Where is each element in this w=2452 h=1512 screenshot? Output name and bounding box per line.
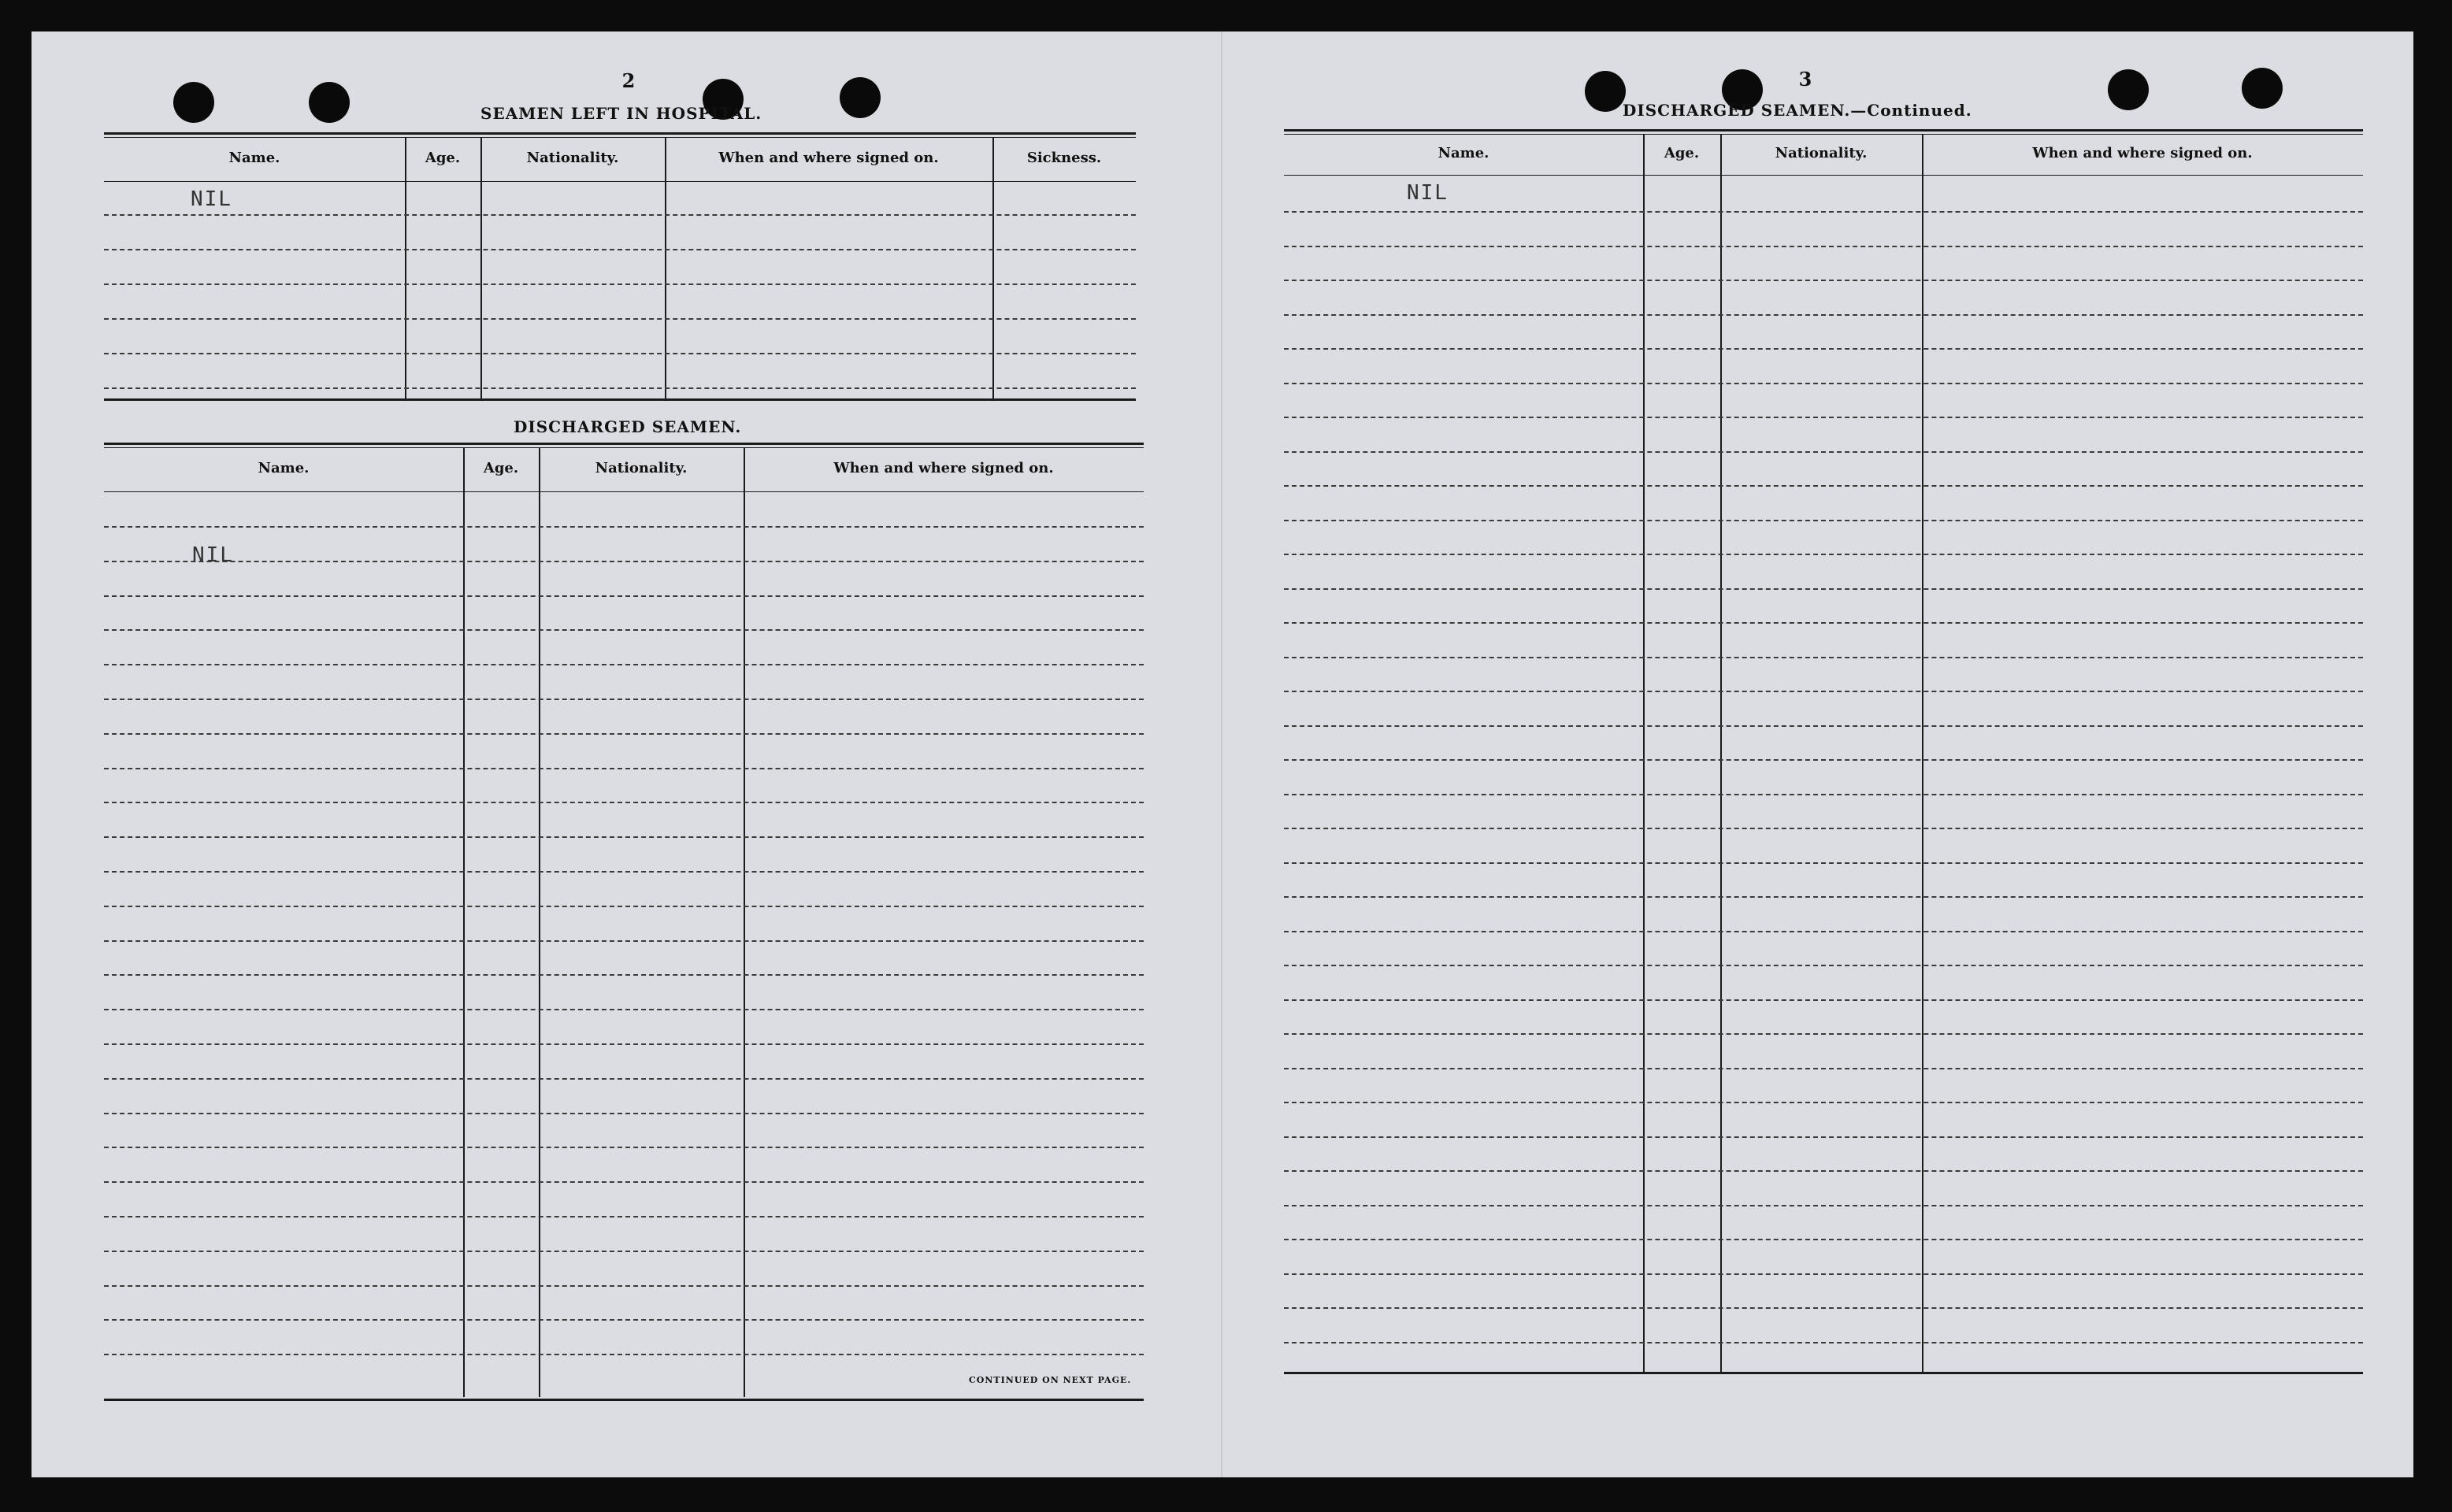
table-row xyxy=(104,1113,1144,1114)
table-row xyxy=(1284,794,2363,795)
discharged-continued-title: DISCHARGED SEAMEN.—Continued. xyxy=(1623,101,1972,120)
table-bottom-rule xyxy=(104,1399,1144,1401)
table-row xyxy=(1284,1205,2363,1206)
table-row xyxy=(104,1319,1144,1321)
right-page xyxy=(1284,32,2371,1477)
table-row xyxy=(1284,1068,2363,1069)
table-row xyxy=(1284,451,2363,453)
table-row xyxy=(1284,691,2363,692)
column-header-nationality: Nationality. xyxy=(1775,145,1868,161)
table-top-rule xyxy=(104,132,1136,135)
table-row xyxy=(1284,280,2363,281)
table-row xyxy=(1284,622,2363,624)
table-row xyxy=(104,595,1144,597)
table-row xyxy=(104,1285,1144,1287)
table-row xyxy=(104,733,1144,735)
table-row xyxy=(1284,828,2363,829)
table-row xyxy=(104,1216,1144,1217)
column-header-age: Age. xyxy=(1664,145,1700,161)
header-bottom-rule xyxy=(104,491,1144,492)
table-row xyxy=(104,214,1136,216)
column-header-signed-on: When and where signed on. xyxy=(2032,145,2253,161)
header-bottom-rule xyxy=(104,181,1136,182)
table-row xyxy=(104,526,1144,528)
discharged-continued-table xyxy=(1284,129,2363,1377)
table-row xyxy=(1284,1273,2363,1275)
column-divider xyxy=(1922,134,1923,1372)
table-row xyxy=(1284,999,2363,1001)
table-row xyxy=(1284,417,2363,418)
table-top-rule xyxy=(1284,134,2363,135)
table-row xyxy=(1284,1307,2363,1309)
table-row xyxy=(104,699,1144,700)
column-header-age: Age. xyxy=(425,150,461,166)
table-row xyxy=(1284,1033,2363,1035)
table-top-rule xyxy=(104,137,1136,138)
table-row xyxy=(104,664,1144,665)
table-row xyxy=(104,284,1136,285)
column-divider xyxy=(1643,134,1645,1372)
table-row xyxy=(104,906,1144,907)
table-row xyxy=(104,1354,1144,1355)
table-row xyxy=(1284,759,2363,761)
continued-note: CONTINUED ON NEXT PAGE. xyxy=(969,1375,1132,1385)
document-sheet xyxy=(32,32,2413,1477)
table-row xyxy=(1284,246,2363,247)
page-number: 3 xyxy=(1798,68,1812,91)
table-row xyxy=(104,1147,1144,1148)
table-row xyxy=(104,629,1144,631)
table-row xyxy=(104,1251,1144,1252)
table-top-rule xyxy=(104,447,1144,448)
column-divider xyxy=(539,447,540,1397)
column-header-signed-on: When and where signed on. xyxy=(718,150,939,166)
nil-entry: NIL xyxy=(192,543,234,567)
column-header-name: Name. xyxy=(1437,145,1489,161)
column-header-signed-on: When and where signed on. xyxy=(833,460,1054,476)
table-row xyxy=(104,387,1136,389)
column-header-sickness: Sickness. xyxy=(1026,150,1102,166)
table-row xyxy=(104,940,1144,942)
table-row xyxy=(1284,931,2363,932)
table-bottom-rule xyxy=(104,398,1136,401)
table-row xyxy=(1284,965,2363,966)
table-row xyxy=(104,561,1144,562)
column-divider xyxy=(480,137,482,400)
page-number: 2 xyxy=(621,69,636,92)
discharged-table xyxy=(104,443,1144,1405)
column-header-nationality: Nationality. xyxy=(526,150,619,166)
table-row xyxy=(1284,862,2363,864)
table-row xyxy=(1284,554,2363,555)
left-page xyxy=(104,32,1175,1477)
nil-entry: NIL xyxy=(1407,181,1449,205)
table-row xyxy=(1284,1136,2363,1138)
table-row xyxy=(1284,1342,2363,1343)
column-divider xyxy=(1720,134,1722,1372)
table-row xyxy=(1284,314,2363,316)
table-top-rule xyxy=(104,443,1144,445)
table-top-rule xyxy=(1284,129,2363,132)
table-row xyxy=(104,249,1136,250)
table-row xyxy=(1284,657,2363,658)
hospital-section-title: SEAMEN LEFT IN HOSPITAL. xyxy=(480,104,762,123)
page-fold xyxy=(1221,32,1222,1477)
table-row xyxy=(1284,1239,2363,1240)
table-row xyxy=(104,1043,1144,1045)
column-header-age: Age. xyxy=(483,460,519,476)
column-divider xyxy=(744,447,745,1397)
discharged-section-title: DISCHARGED SEAMEN. xyxy=(514,417,742,436)
column-header-name: Name. xyxy=(258,460,310,476)
table-row xyxy=(104,353,1136,354)
table-row xyxy=(104,1078,1144,1080)
header-bottom-rule xyxy=(1284,175,2363,176)
table-row xyxy=(1284,588,2363,590)
column-divider xyxy=(463,447,465,1397)
nil-entry: NIL xyxy=(191,187,232,211)
table-row xyxy=(1284,485,2363,487)
column-header-nationality: Nationality. xyxy=(595,460,688,476)
table-row xyxy=(1284,520,2363,521)
table-row xyxy=(1284,1102,2363,1103)
table-row xyxy=(1284,383,2363,384)
column-header-name: Name. xyxy=(228,150,280,166)
table-row xyxy=(104,871,1144,873)
table-row xyxy=(1284,725,2363,727)
hospital-table xyxy=(104,132,1136,405)
table-row xyxy=(1284,896,2363,898)
table-row xyxy=(104,768,1144,769)
table-row xyxy=(104,1009,1144,1010)
table-row xyxy=(104,974,1144,976)
table-row xyxy=(1284,1170,2363,1172)
table-row xyxy=(104,1181,1144,1183)
table-row xyxy=(104,318,1136,320)
column-divider xyxy=(405,137,406,400)
table-row xyxy=(1284,211,2363,213)
column-divider xyxy=(665,137,666,400)
table-row xyxy=(1284,348,2363,350)
table-row xyxy=(104,802,1144,803)
table-row xyxy=(104,836,1144,838)
table-bottom-rule xyxy=(1284,1372,2363,1374)
column-divider xyxy=(992,137,994,400)
